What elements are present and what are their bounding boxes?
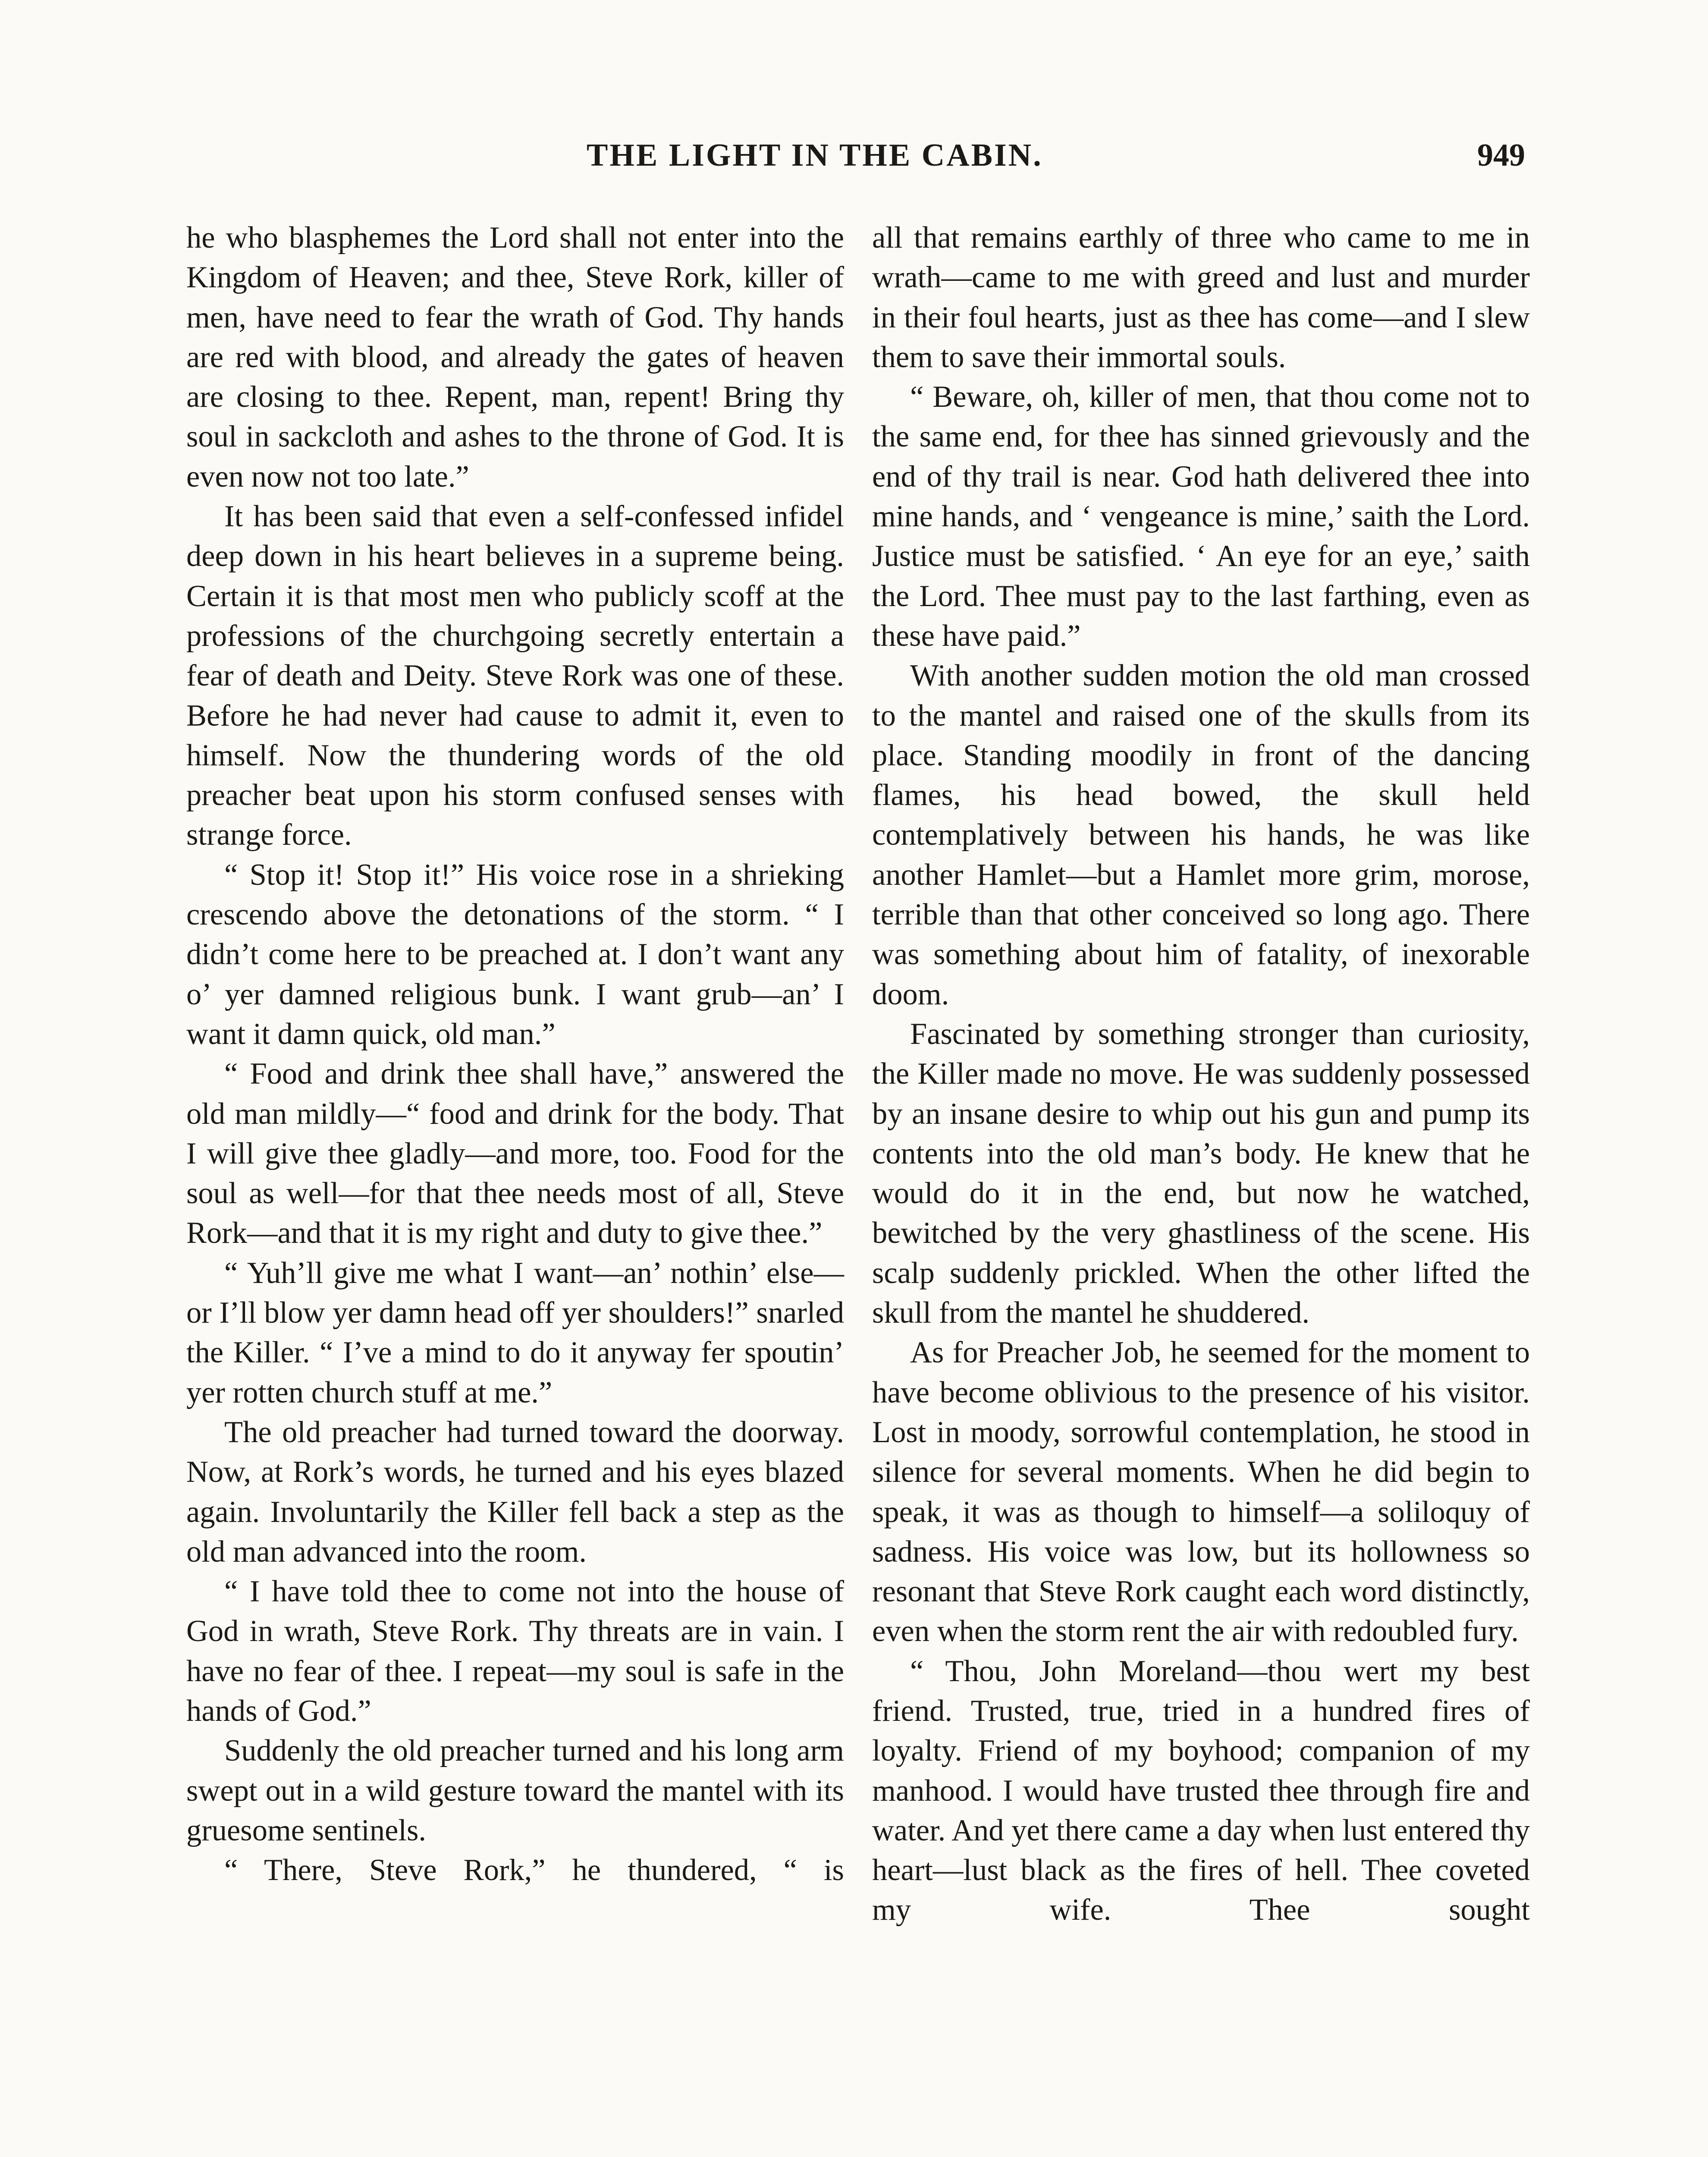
running-title: THE LIGHT IN THE CABIN. xyxy=(587,138,1043,173)
paragraph: As for Preacher Job, he seemed for the moment to have become oblivious to the presence of his visitor. Lost in moody, sorrowful contemplation, he stood in silence for several moments. When he did begin to speak, it was as though to himself—a soliloquy of sadness. His voice was low, but its hollowness so resonant that Steve Rork caught each word distinctly, even when the storm rent the air with redoubled fury. xyxy=(872,1336,1530,1648)
left-column xyxy=(186,218,844,1890)
paragraph: With another sudden motion the old man crossed to the mantel and raised one of the skulls from its place. Standing moodily in front of the dancing flames, his head bowed, the skull held contemplatively between his hands, he was like another Hamlet—but a Hamlet more grim, morose, terrible than that other conceived so long ago. There was something about him of fatality, of inexorable doom. xyxy=(872,659,1530,1011)
paragraph: The old preacher had turned toward the doorway. Now, at Rork’s words, he turned and his eyes blazed again. Involuntarily the Killer fell back a step as the old man advanced into the room. xyxy=(186,1415,844,1569)
paragraph: “ There, Steve Rork,” he thundered, “ is xyxy=(224,1853,844,1887)
paragraph: Fascinated by something stronger than curiosity, the Killer made no move. He was suddenly possessed by an insane desire to whip out his gun and pump its contents into the old man’s body. He knew that he would do it in the end, but now he watched, bewitched by the very ghastliness of the scene. His scalp suddenly prickled. When the other lifted the skull from the mantel he shuddered. xyxy=(872,1017,1530,1330)
right-column xyxy=(872,218,1530,1930)
paragraph: It has been said that even a self-confessed infidel deep down in his heart believes in a supreme being. Certain it is that most men who publicly scoff at the professions of the churchgoing secretly entertain a fear of death and Deity. Steve Rork was one of these. Before he had never had cause to admit it, even to himself. Now the thundering words of the old preacher beat upon his storm confused senses with strange force. xyxy=(186,500,844,852)
paragraph: “ Yuh’ll give me what I want—an’ nothin’ else—or I’ll blow yer damn head off yer shoulders!” snarled the Killer. “ I’ve a mind to do it anyway fer spoutin’ yer rotten church stuff at me.” xyxy=(186,1256,844,1409)
paragraph: “ I have told thee to come not into the house of God in wrath, Steve Rork. Thy threats are in vain. I have no fear of thee. I repeat—my soul is safe in the hands of God.” xyxy=(186,1575,844,1728)
page-number: 949 xyxy=(1477,138,1525,173)
page-header xyxy=(0,129,1708,181)
paragraph: all that remains earthly of three who came to me in wrath—came to me with greed and lust and murder in their foul hearts, just as thee has come—and I slew them to save their immortal souls. xyxy=(872,221,1530,374)
paragraph: “ Stop it! Stop it!” His voice rose in a shrieking crescendo above the detonations of the storm. “ I didn’t come here to be preached at. I don’t want any o’ yer damned religious bunk. I want grub—an’ I want it damn quick, old man.” xyxy=(186,858,844,1051)
paragraph: he who blasphemes the Lord shall not enter into the Kingdom of Heaven; and thee, Steve Rork, killer of men, have need to fear the wrath of God. Thy hands are red with blood, and already the gates of heaven are closing to thee. Repent, man, repent! Bring thy soul in sackcloth and ashes to the throne of God. It is even now not too late.” xyxy=(186,221,844,494)
paragraph: “ Beware, oh, killer of men, that thou come not to the same end, for thee has sinned grievously and the end of thy trail is near. God hath delivered thee into mine hands, and ‘ vengeance is mine,’ saith the Lord. Justice must be satisfied. ‘ An eye for an eye,’ saith the Lord. Thee must pay to the last farthing, even as these have paid.” xyxy=(872,380,1530,653)
paragraph: Suddenly the old preacher turned and his long arm swept out in a wild gesture toward the mantel with its gruesome sentinels. xyxy=(186,1734,844,1847)
paragraph: “ Thou, John Moreland—thou wert my best friend. Trusted, true, tried in a hundred fires of loyalty. Friend of my boyhood; companion of my manhood. I would have trusted thee through fire and water. And yet there came a day when lust entered thy heart—lust black as the fires of hell. Thee coveted my wife. Thee sought xyxy=(872,1654,1530,1927)
paragraph: “ Food and drink thee shall have,” answered the old man mildly—“ food and drink for the body. That I will give thee gladly—and more, too. Food for the soul as well—for that thee needs most of all, Steve Rork—and that it is my right and duty to give thee.” xyxy=(186,1057,844,1250)
